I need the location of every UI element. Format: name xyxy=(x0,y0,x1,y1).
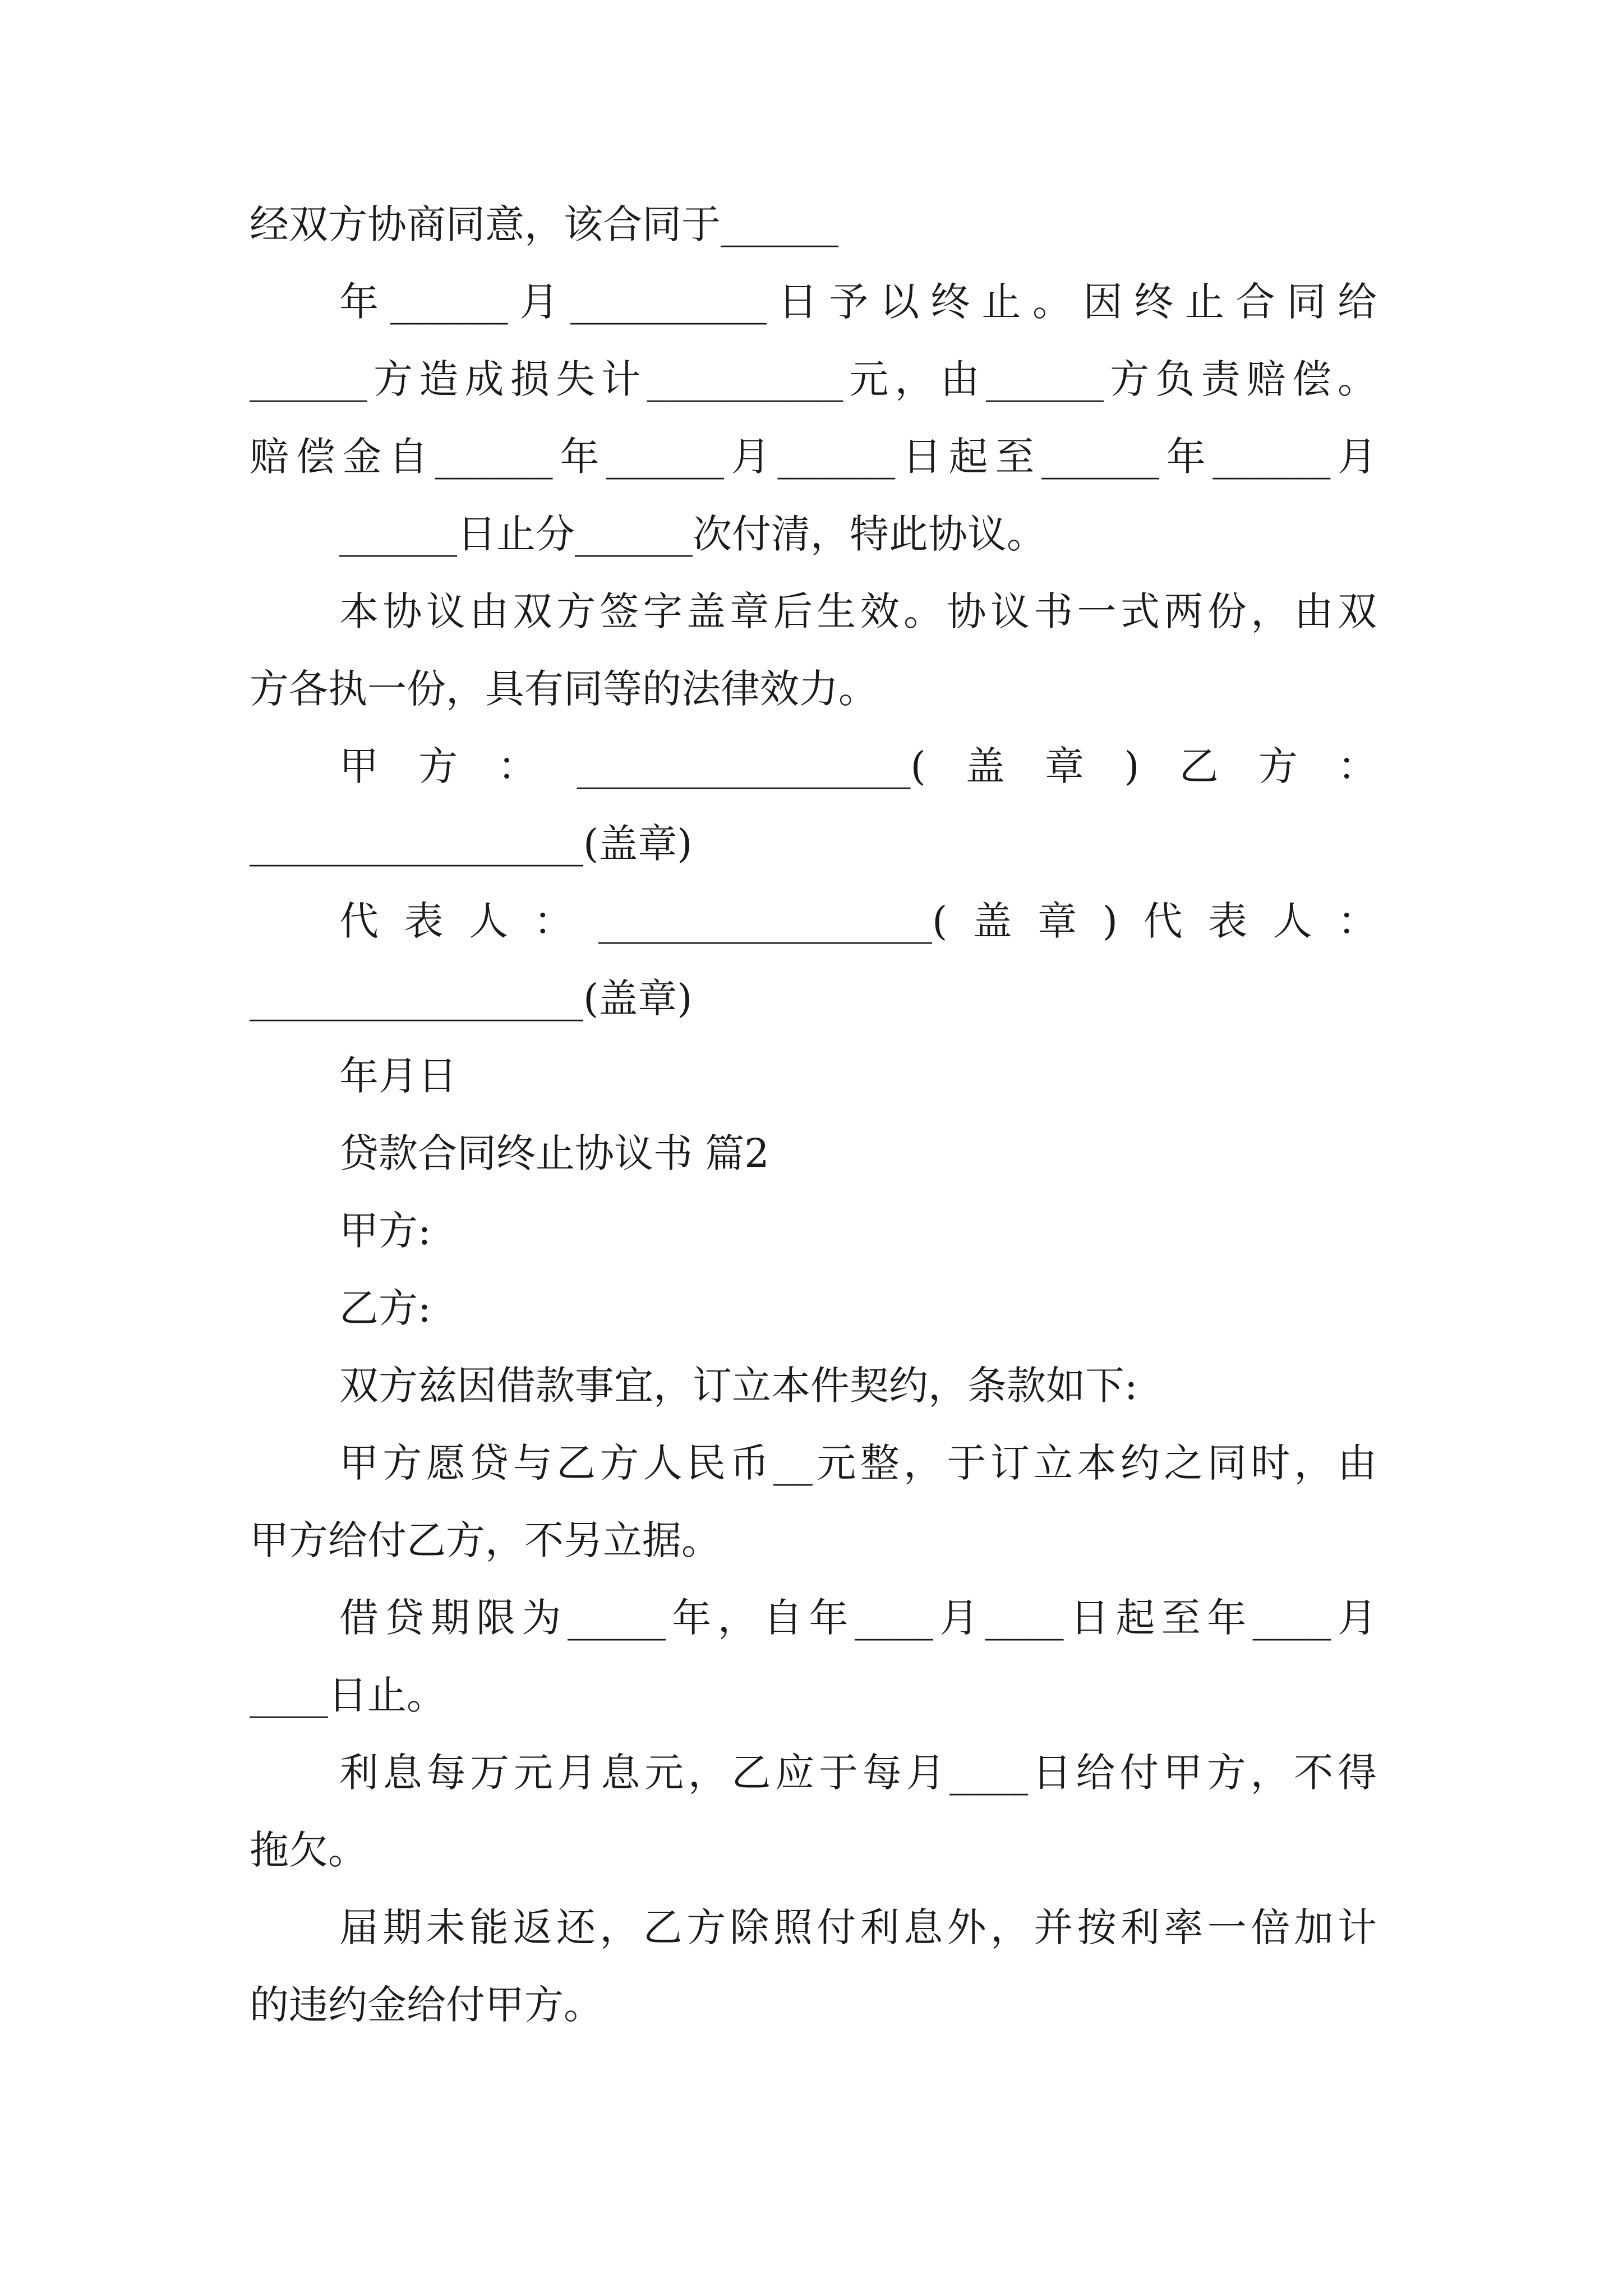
text-line: 双方兹因借款事宜，订立本件契约，条款如下: xyxy=(339,1363,1138,1409)
section-heading: 贷款合同终止协议书 篇2 xyxy=(339,1130,769,1176)
text-line: 利息每万元月息元，乙应于每月____日给付甲方，不得 xyxy=(339,1750,1377,1796)
text-line: 本协议由双方签字盖章后生效。协议书一式两份，由双 xyxy=(339,588,1377,634)
text-line: ____日止。 xyxy=(250,1672,446,1718)
signature-line: _________________(盖章) xyxy=(250,976,693,1022)
text-line: 的违约金给付甲方。 xyxy=(250,1982,603,2028)
text-line: 年______月__________日予以终止。因终止合同给 xyxy=(339,279,1377,325)
text-line: 甲方给付乙方，不另立据。 xyxy=(250,1517,721,1563)
text-line: 拖欠。 xyxy=(250,1827,367,1873)
text-line: 赔偿金自______年______月______日起至______年______月 xyxy=(250,434,1377,480)
party-line: 乙方: xyxy=(339,1285,431,1331)
text-line: 甲方愿贷与乙方人民币__元整，于订立本约之同时，由 xyxy=(339,1440,1377,1486)
signature-line: 甲方：_________________(盖章)乙方： xyxy=(339,743,1377,789)
signature-line: _________________(盖章) xyxy=(250,821,693,867)
text-line: 方各执一份，具有同等的法律效力。 xyxy=(250,666,878,712)
text-line: ______日止分______次付清，特此协议。 xyxy=(339,511,1046,557)
date-line: 年月日 xyxy=(339,1053,457,1099)
text-line: 届期未能返还，乙方除照付利息外，并按利率一倍加计 xyxy=(339,1904,1377,1950)
signature-line: 代表人：_________________(盖章)代表人： xyxy=(339,898,1377,944)
party-line: 甲方: xyxy=(339,1208,431,1254)
text-line: ______方造成损失计__________元，由______方负责赔偿。 xyxy=(250,356,1377,402)
text-line: 借贷期限为_____年，自年____月____日起至年____月 xyxy=(339,1595,1377,1641)
text-line: 经双方协商同意，该合同于______ xyxy=(250,201,838,247)
